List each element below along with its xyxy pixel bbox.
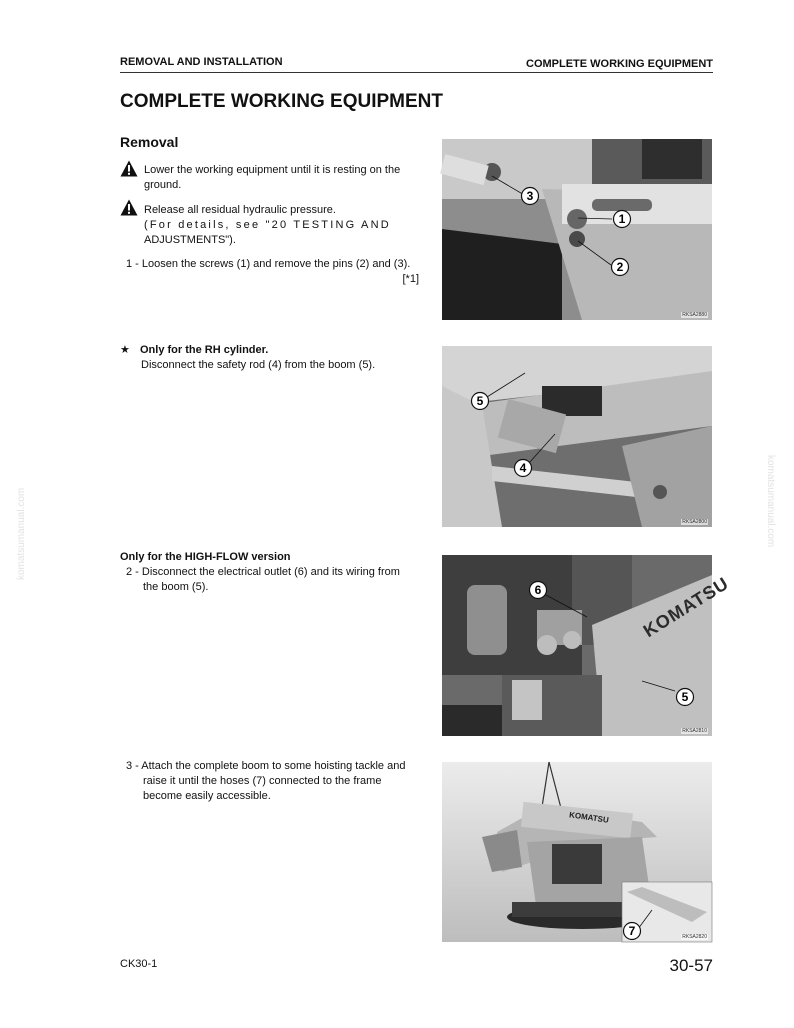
step-1-text: 1 - Loosen the screws (1) and remove the pins (2) and (3).: [126, 258, 411, 270]
svg-text:5: 5: [681, 690, 689, 704]
star-icon: ★: [120, 344, 130, 356]
callout-5: [470, 391, 490, 411]
callout-2: [610, 257, 630, 277]
section-heading: Removal: [120, 134, 179, 150]
note-high-flow-heading: Only for the HIGH-FLOW version: [120, 551, 291, 563]
svg-text:3: 3: [526, 189, 534, 203]
warning-text-lower: [144, 163, 419, 193]
photo-electrical-outlet-callouts: [442, 555, 712, 736]
step-3-line1: 3 - Attach the complete boom to some hoisting tackle and: [126, 760, 406, 772]
page-number: 30-57: [669, 956, 713, 975]
callout-7: [622, 921, 642, 941]
photo-boom-pins-callouts: [442, 139, 712, 320]
photo-hoisting-boom-callouts: [442, 762, 712, 942]
warning-pressure-line2: (For details, see "20 TESTING AND: [144, 219, 391, 231]
photo-code: RKSA2820: [682, 934, 707, 940]
step-1: [126, 257, 419, 287]
photo-code: RKSA2800: [682, 519, 707, 525]
step-3-line3: become easily accessible.: [143, 790, 271, 802]
footer-model: CK30-1: [120, 958, 158, 970]
komatsu-logo: KOMATSU: [639, 572, 733, 642]
svg-text:7: 7: [628, 924, 636, 938]
note-rh-heading: Only for the RH cylinder.: [140, 344, 269, 356]
photo-hoisting-boom: [442, 762, 712, 942]
komatsu-logo: KOMATSU: [568, 810, 610, 825]
callout-6: [528, 580, 548, 600]
photo-safety-rod-callouts: [442, 346, 712, 527]
callout-4: [513, 458, 533, 478]
step-3: [126, 759, 421, 804]
watermark-right: komatsumanual.com: [765, 455, 776, 548]
photo-boom-pins: [442, 139, 712, 320]
svg-text:5: 5: [476, 394, 484, 408]
warning-triangle-icon: [120, 199, 138, 216]
note-rh-text: Disconnect the safety rod (4) from the boom (5).: [141, 359, 376, 371]
callout-5: [675, 687, 695, 707]
callout-1: [612, 209, 632, 229]
photo-code: RKSA2880: [682, 312, 707, 318]
step-2-line2: the boom (5).: [143, 581, 209, 593]
warning-text-pressure: [144, 203, 419, 248]
header-section-left: REMOVAL AND INSTALLATION: [120, 56, 283, 68]
photo-safety-rod: [442, 346, 712, 527]
note-rh-cylinder: [120, 343, 420, 373]
watermark-left: komatsumanual.com: [16, 487, 27, 580]
header-divider: [120, 72, 713, 73]
step-3-line2: raise it until the hoses (7) connected to the frame: [143, 775, 382, 787]
step-1-ref: [*1]: [402, 273, 419, 285]
header-section-right: COMPLETE WORKING EQUIPMENT: [526, 58, 713, 70]
svg-text:2: 2: [616, 260, 624, 274]
warning-text-lower-content: Lower the working equipment until it is resting on the ground.: [144, 164, 401, 191]
note-high-flow: [120, 550, 420, 595]
svg-text:1: 1: [618, 212, 626, 226]
warning-pressure-line1: Release all residual hydraulic pressure.: [144, 204, 336, 216]
photo-electrical-outlet: [442, 555, 733, 736]
svg-text:6: 6: [534, 583, 542, 597]
warning-pressure-line3: ADJUSTMENTS").: [144, 234, 236, 246]
page-title: COMPLETE WORKING EQUIPMENT: [120, 91, 443, 112]
svg-text:4: 4: [519, 461, 527, 475]
warning-triangle-icon: [120, 160, 138, 177]
callout-3: [520, 186, 540, 206]
step-2-line1: 2 - Disconnect the electrical outlet (6) and its wiring from: [126, 566, 400, 578]
photo-code: RKSA2810: [682, 728, 707, 734]
